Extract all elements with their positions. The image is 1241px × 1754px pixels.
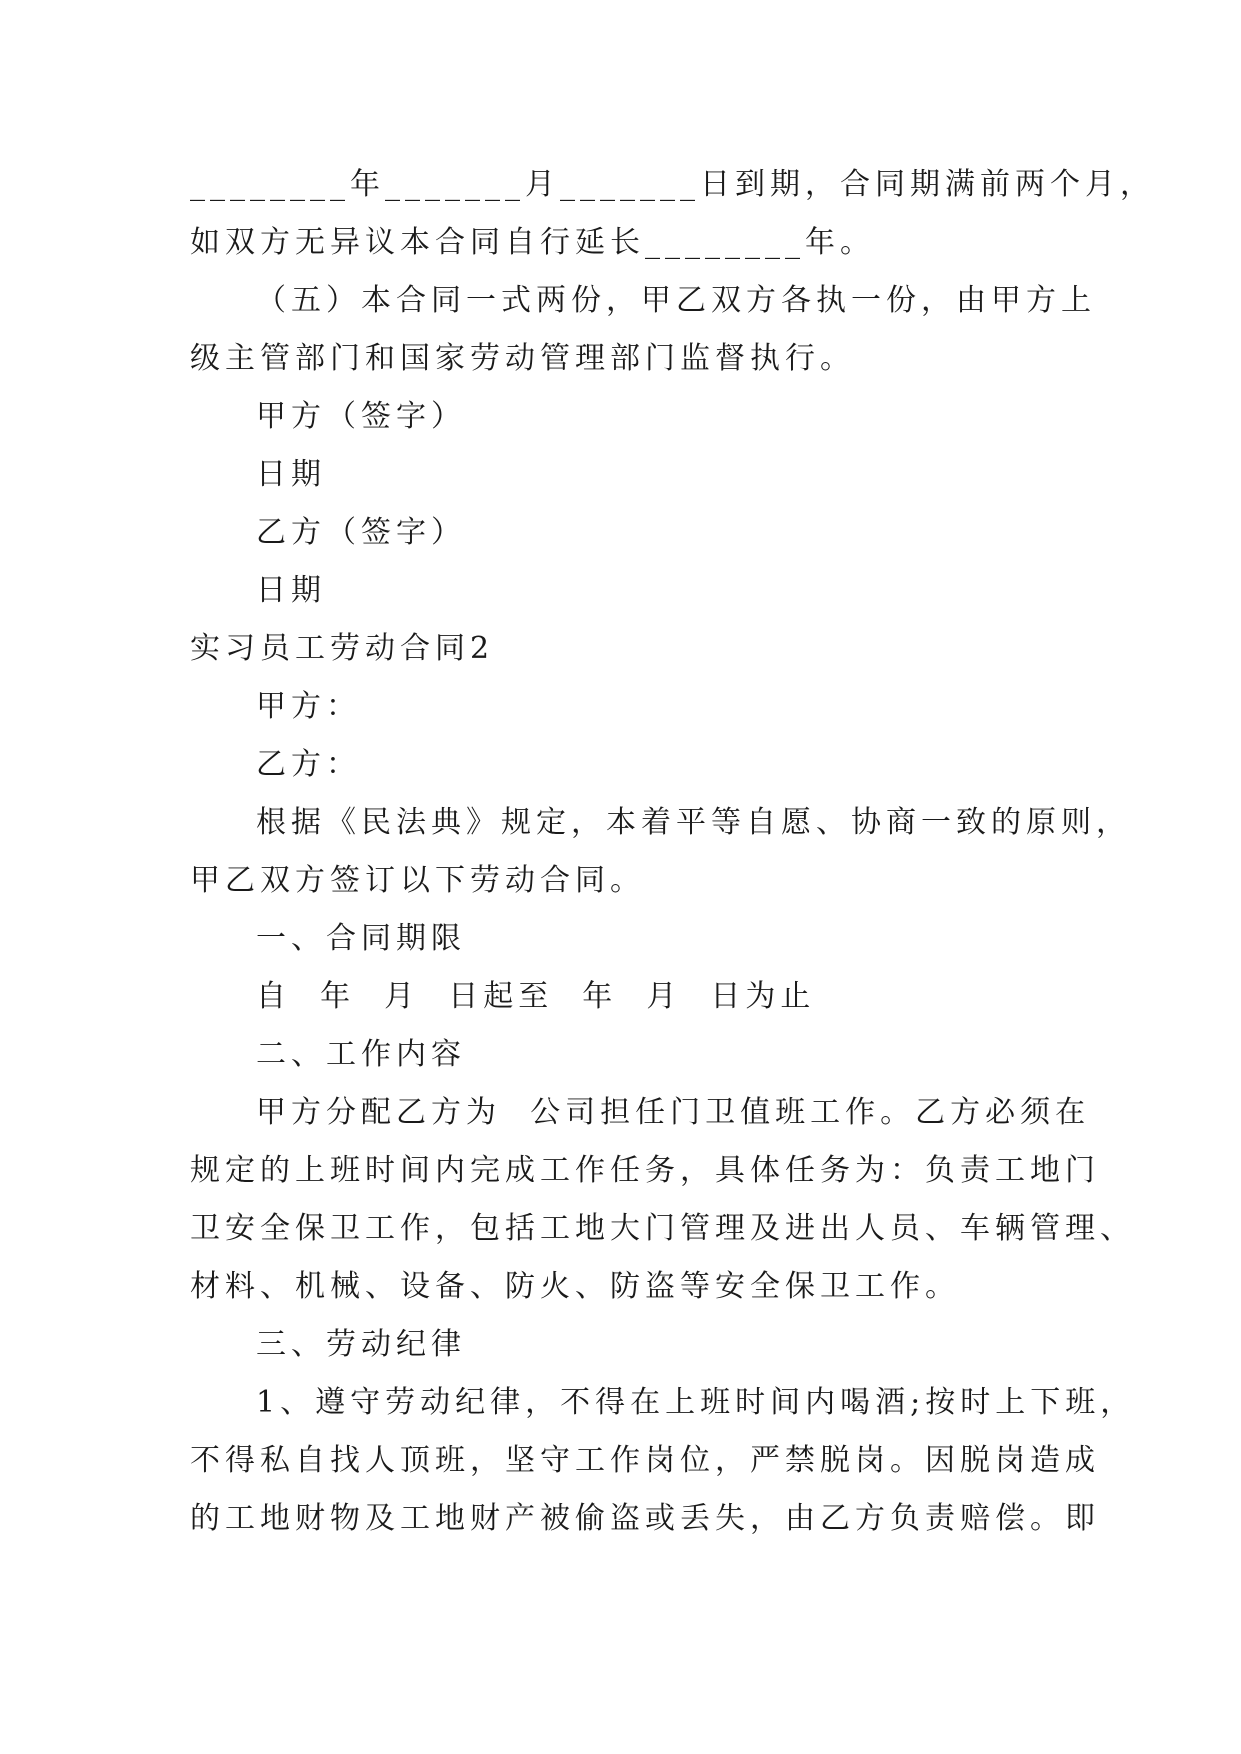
- party-a-date-label: 日期: [256, 457, 326, 492]
- heading-work-content: 二、工作内容: [256, 1037, 466, 1072]
- work-content-line-1: 甲方分配乙方为 公司担任门卫值班工作。乙方必须在: [256, 1095, 1091, 1130]
- party-b-signature-label: 乙方（签字）: [256, 515, 466, 550]
- contract-extension-line: 如双方无异议本合同自行延长________年。: [190, 225, 875, 260]
- party-b-label: 乙方：: [256, 747, 361, 782]
- preamble-line-2: 甲乙双方签订以下劳动合同。: [190, 863, 645, 898]
- heading-contract-term: 一、合同期限: [256, 921, 466, 956]
- preamble-line-1: 根据《民法典》规定，本着平等自愿、协商一致的原则，: [256, 805, 1131, 840]
- discipline-line-1: 1、遵守劳动纪律，不得在上班时间内喝酒;按时上下班，: [256, 1385, 1136, 1420]
- work-content-line-2: 规定的上班时间内完成工作任务，具体任务为：负责工地门: [190, 1153, 1100, 1188]
- contract-expiry-line: ________年_______月_______日到期，合同期满前两个月，: [190, 167, 1155, 202]
- heading-labor-discipline: 三、劳动纪律: [256, 1327, 466, 1362]
- copies-clause-line-1: （五）本合同一式两份，甲乙双方各执一份，由甲方上: [256, 283, 1096, 318]
- section-title: 实习员工劳动合同2: [190, 631, 495, 666]
- work-content-line-4: 材料、机械、设备、防火、防盗等安全保卫工作。: [190, 1269, 960, 1304]
- contract-term-line: 自 年 月 日起至 年 月 日为止: [256, 979, 816, 1014]
- party-a-label: 甲方：: [256, 689, 361, 724]
- party-b-date-label: 日期: [256, 573, 326, 608]
- work-content-line-3: 卫安全保卫工作，包括工地大门管理及进出人员、车辆管理、: [190, 1211, 1135, 1246]
- party-a-signature-label: 甲方（签字）: [256, 399, 466, 434]
- discipline-line-2: 不得私自找人顶班，坚守工作岗位，严禁脱岗。因脱岗造成: [190, 1443, 1100, 1478]
- copies-clause-line-2: 级主管部门和国家劳动管理部门监督执行。: [190, 341, 855, 376]
- discipline-line-3: 的工地财物及工地财产被偷盗或丢失，由乙方负责赔偿。即: [190, 1501, 1100, 1536]
